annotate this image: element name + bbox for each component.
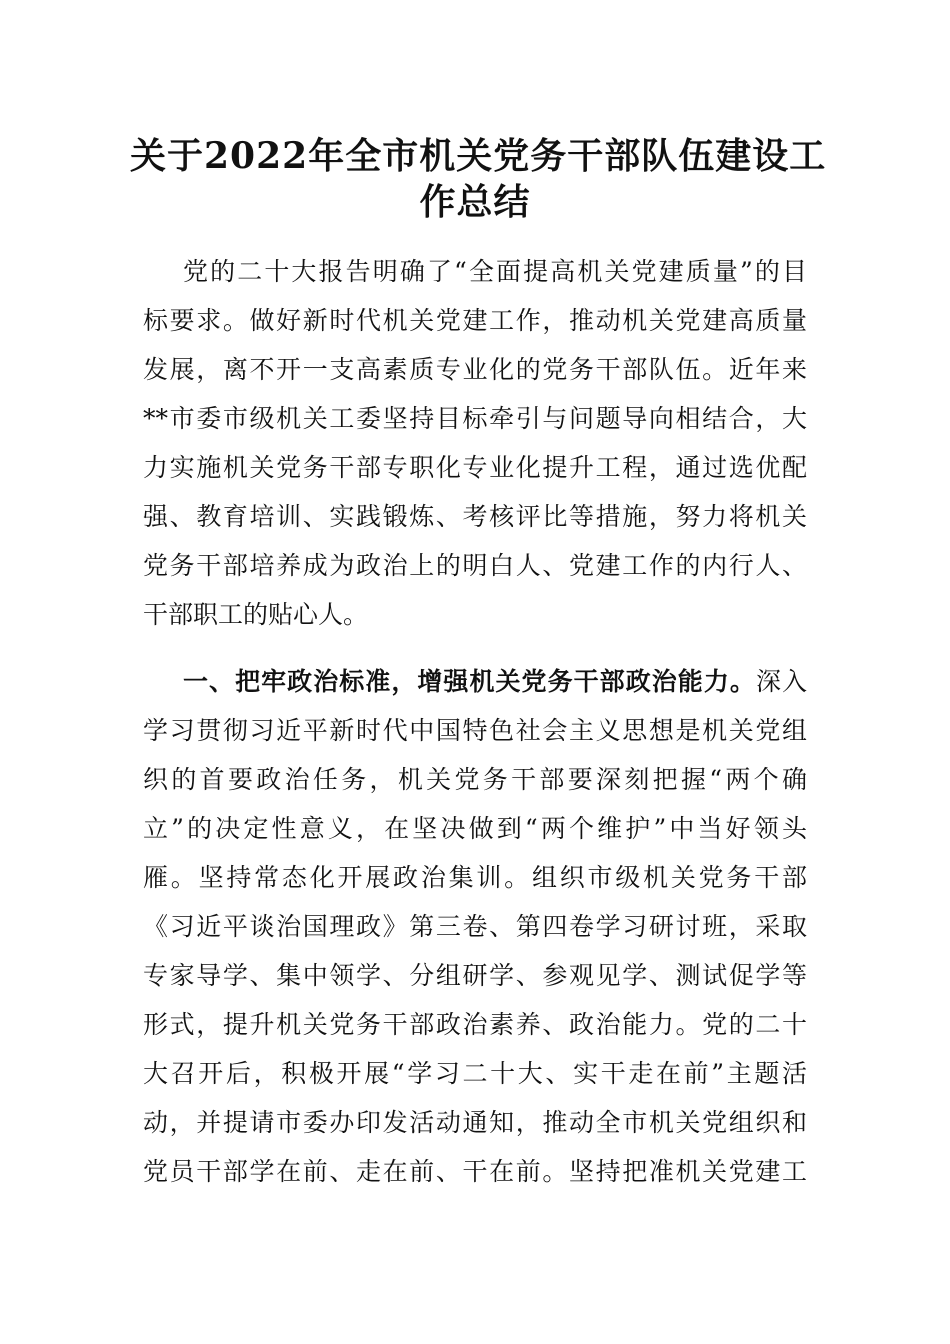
paragraph-2-line-1 bbox=[183, 665, 807, 699]
paragraph-2-line-6: 《习近平谈治国理政》第三卷、第四卷学习研讨班，采取 bbox=[143, 912, 807, 941]
paragraph-2-line-11: 党员干部学在前、走在前、干在前。坚持把准机关党建工 bbox=[143, 1157, 807, 1186]
paragraph-2-line-4: 立”的决定性意义，在坚决做到“两个维护”中当好领头 bbox=[143, 814, 807, 843]
paragraph-1-line-5: 力实施机关党务干部专职化专业化提升工程，通过选优配 bbox=[143, 453, 807, 482]
paragraph-2-line-7: 专家导学、集中领学、分组研学、参观见学、测试促学等 bbox=[143, 961, 807, 990]
paragraph-1-line-6: 强、教育培训、实践锻炼、考核评比等措施，努力将机关 bbox=[143, 502, 807, 531]
paragraph-2-line-5: 雁。坚持常态化开展政治集训。组织市级机关党务干部 bbox=[143, 863, 807, 892]
paragraph-2-line-8: 形式，提升机关党务干部政治素养、政治能力。党的二十 bbox=[143, 1010, 807, 1039]
paragraph-2-line-10: 动，并提请市委办印发活动通知，推动全市机关党组织和 bbox=[143, 1108, 807, 1137]
paragraph-2-line-2: 学习贯彻习近平新时代中国特色社会主义思想是机关党组 bbox=[143, 716, 807, 745]
paragraph-1-line-1: 党的二十大报告明确了“全面提高机关党建质量”的目 bbox=[183, 257, 807, 286]
paragraph-1-line-7: 党务干部培养成为政治上的明白人、党建工作的内行人、 bbox=[143, 551, 807, 580]
paragraph-1-line-4: **市委市级机关工委坚持目标牵引与问题导向相结合，大 bbox=[143, 404, 807, 433]
paragraph-2-line-9: 大召开后，积极开展“学习二十大、实干走在前”主题活 bbox=[143, 1059, 807, 1088]
document-title-line-1: 关于2022年全市机关党务干部队伍建设工 bbox=[130, 135, 827, 177]
paragraph-1-line-3: 发展，离不开一支高素质专业化的党务干部队伍。近年来 bbox=[143, 355, 807, 384]
paragraph-1-line-2: 标要求。做好新时代机关党建工作，推动机关党建高质量 bbox=[143, 306, 807, 335]
paragraph-2-line-3: 织的首要政治任务，机关党务干部要深刻把握“两个确 bbox=[143, 765, 807, 794]
section-heading: 一、把牢政治标准，增强机关党务干部政治能力。 bbox=[183, 667, 756, 696]
paragraph-1-line-8: 干部职工的贴心人。 bbox=[143, 600, 369, 629]
document-title-line-2: 作总结 bbox=[419, 181, 531, 223]
paragraph-2-line-1-rest: 深入 bbox=[755, 667, 807, 696]
